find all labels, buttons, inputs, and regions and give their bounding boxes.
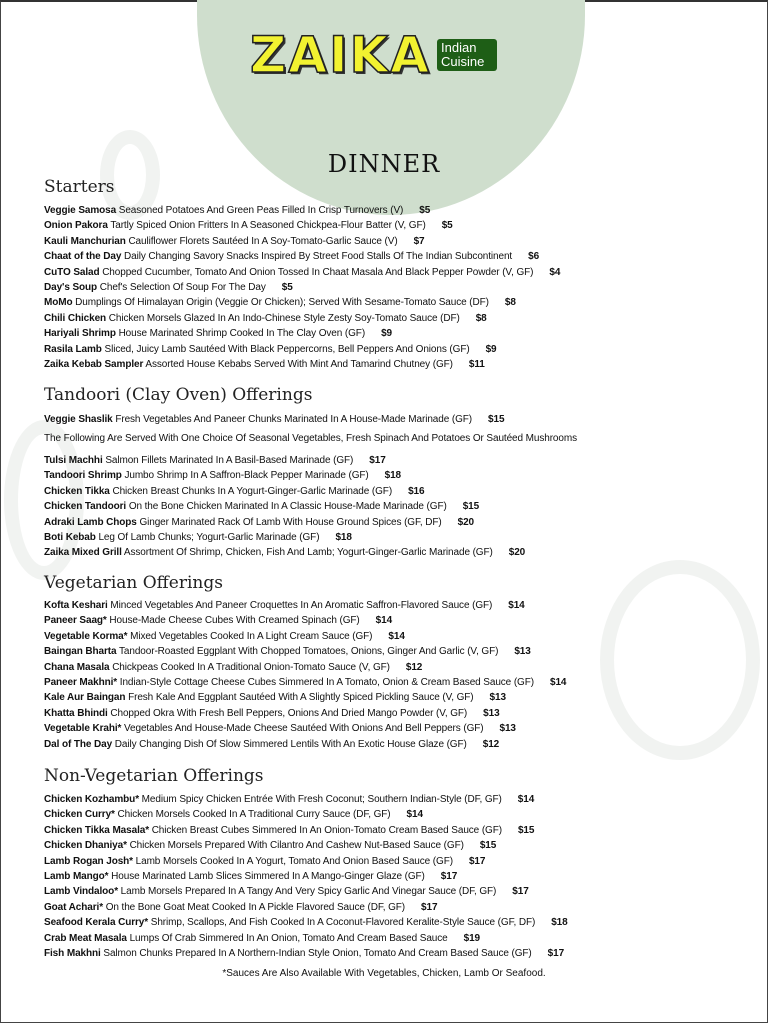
item-description: Salmon Fillets Marinated In A Basil-Based Marinade (GF): [105, 455, 354, 466]
item-name: Chaat of the Day: [44, 251, 122, 263]
item-price: $17: [440, 871, 458, 883]
menu-item: [44, 515, 744, 530]
item-price: $13: [499, 723, 516, 735]
menu-item: [44, 884, 744, 899]
menu-item: [44, 468, 744, 483]
item-price: $9: [381, 328, 392, 340]
item-description: On the Bone Chicken Marinated In A Classic House-Made Marinade (GF): [128, 501, 447, 513]
item-description: House-Made Cheese Cubes With Creamed Spinach (GF): [109, 615, 360, 627]
menu-item: [44, 265, 744, 280]
menu-item: [44, 721, 744, 736]
item-name: Rasila Lamb: [44, 343, 102, 355]
item-name: Tandoori Shrimp: [44, 470, 122, 482]
item-description: On the Bone Goat Meat Cooked In A Pickle Flavored Sauce (DF, GF): [105, 901, 406, 913]
item-price: $19: [463, 932, 480, 944]
item-price: $20: [508, 547, 526, 559]
item-price: $17: [421, 901, 438, 913]
starters-list: [44, 203, 744, 372]
item-price: $15: [479, 840, 497, 852]
menu-item: [44, 484, 744, 499]
menu-item: [44, 280, 744, 295]
item-name: Seafood Kerala Curry*: [44, 917, 149, 929]
item-price: $15: [488, 414, 505, 425]
tandoori-list-top: [44, 412, 744, 427]
menu-item: [44, 326, 744, 341]
menu-item: [44, 613, 744, 628]
menu-item: [44, 823, 744, 838]
item-name: MoMo: [44, 297, 73, 309]
section-heading-tandoori: Tandoori (Clay Oven) Offerings: [44, 385, 313, 405]
item-description: Lamb Morsels Cooked In A Yogurt, Tomato And Onion Based Sauce (GF): [135, 855, 453, 867]
item-description: Chopped Cucumber, Tomato And Onion Tossed In Chaat Masala And Black Pepper Powder (V, GF): [102, 266, 534, 278]
item-description: Salmon Chunks Prepared In A Northern-Indian Style Onion, Tomato And Cream Based Sauce (GF): [103, 948, 532, 960]
non-vegetarian-list: [44, 792, 744, 961]
menu-item: [44, 660, 744, 675]
menu-item: [44, 499, 744, 514]
menu-item: [44, 915, 744, 930]
item-name: Goat Achari*: [44, 901, 104, 913]
item-description: Medium Spicy Chicken Entrée With Fresh Coconut; Southern Indian-Style (DF, GF): [141, 794, 502, 805]
vegetarian-list: [44, 598, 744, 752]
item-name: Adraki Lamb Chops: [44, 516, 137, 528]
item-price: $12: [405, 661, 423, 673]
item-name: Baingan Bharta: [44, 646, 117, 658]
menu-item: [44, 530, 744, 545]
menu-item: [44, 629, 744, 644]
item-name: Veggie Samosa: [44, 205, 117, 216]
menu-item: [44, 234, 744, 249]
item-description: Lumps Of Crab Simmered In An Onion, Tomato And Cream Based Sauce: [129, 932, 448, 944]
item-description: Mixed Vegetables Cooked In A Light Cream Sauce (GF): [130, 630, 373, 642]
menu-item: [44, 675, 744, 690]
item-name: Boti Kebab: [44, 532, 96, 544]
item-description: Chopped Okra With Fresh Bell Peppers, Onions And Dried Mango Powder (V, GF): [110, 707, 468, 719]
item-price: $8: [475, 312, 487, 324]
menu-title: DINNER: [327, 150, 441, 178]
item-price: $11: [468, 359, 485, 371]
item-name: Day's Soup: [44, 282, 98, 294]
item-description: Fresh Kale And Eggplant Sautéed With A Slightly Spiced Pickling Sauce (V, GF): [128, 692, 474, 704]
item-price: $17: [547, 948, 565, 960]
item-name: Kale Aur Baingan: [44, 692, 126, 704]
item-price: $17: [512, 886, 529, 898]
item-name: Vegetable Krahi*: [44, 723, 122, 735]
item-description: Vegetables And House-Made Cheese Sautéed With Onions And Bell Peppers (GF): [124, 723, 484, 735]
item-name: Chicken Tikka: [44, 485, 110, 497]
item-description: Ginger Marinated Rack Of Lamb With House Ground Spices (GF, DF): [139, 516, 442, 528]
item-price: $7: [413, 235, 425, 247]
item-name: Onion Pakora: [44, 220, 108, 232]
section-heading-starters: Starters: [44, 177, 115, 197]
logo-tagline: [437, 39, 497, 71]
item-description: Chicken Breast Cubes Simmered In An Onion-Tomato Cream Based Sauce (GF): [151, 824, 502, 836]
item-price: $14: [517, 794, 535, 805]
item-name: Chicken Kozhambu*: [44, 794, 139, 805]
item-name: Vegetable Korma*: [44, 630, 128, 642]
item-price: $5: [419, 205, 431, 216]
item-name: Kauli Manchurian: [44, 235, 126, 247]
item-price: $4: [549, 266, 561, 278]
item-description: Assorted House Kebabs Served With Mint And Tamarind Chutney (GF): [145, 359, 453, 371]
item-price: $14: [549, 677, 567, 689]
item-name: Chili Chicken: [44, 312, 107, 324]
menu-item: [44, 946, 744, 961]
item-description: Chickpeas Cooked In A Traditional Onion-Tomato Sauce (V, GF): [112, 661, 390, 673]
menu-item: [44, 218, 744, 233]
menu-item: [44, 838, 744, 853]
menu-item: [44, 854, 744, 869]
item-description: Jumbo Shrimp In A Saffron-Black Pepper Marinade (GF): [124, 470, 369, 482]
item-name: Zaika Mixed Grill: [44, 547, 122, 559]
item-description: House Marinated Lamb Slices Simmered In A Mango-Ginger Glaze (GF): [111, 871, 425, 883]
item-description: Indian-Style Cottage Cheese Cubes Simmered In A Tomato, Onion & Cream Based Sauce (GF): [119, 677, 534, 689]
item-description: Daily Changing Savory Snacks Inspired By Street Food Stalls Of The Indian Subcontinent: [124, 251, 513, 263]
item-price: $18: [335, 532, 352, 544]
menu-item: [44, 807, 744, 822]
menu-item: [44, 295, 744, 310]
item-description: Seasoned Potatoes And Green Peas Filled In Crisp Turnovers (V): [118, 205, 404, 216]
item-name: Lamb Vindaloo*: [44, 886, 118, 898]
item-description: Chef's Selection Of Soup For The Day: [99, 282, 266, 294]
item-price: $14: [375, 615, 393, 627]
item-name: Chicken Curry*: [44, 809, 115, 821]
item-name: Dal of The Day: [44, 738, 113, 750]
menu-item: [44, 412, 744, 427]
item-price: $5: [281, 282, 293, 294]
item-price: $16: [408, 485, 425, 497]
item-description: Minced Vegetables And Paneer Croquettes In An Aromatic Saffron-Flavored Sauce (GF): [110, 600, 493, 611]
item-price: $13: [489, 692, 506, 704]
item-name: Veggie Shaslik: [44, 414, 113, 425]
item-name: Tulsi Machhi: [44, 455, 103, 466]
section-heading-vegetarian: Vegetarian Offerings: [44, 573, 223, 593]
item-price: $13: [514, 646, 531, 658]
item-description: Fresh Vegetables And Paneer Chunks Marinated In A House-Made Marinade (GF): [115, 414, 473, 425]
menu-item: [44, 545, 744, 560]
footnote: *Sauces Are Also Available With Vegetables, Chicken, Lamb Or Seafood.: [222, 968, 546, 979]
menu-item: [44, 931, 744, 946]
item-description: Assortment Of Shrimp, Chicken, Fish And Lamb; Yogurt-Ginger-Garlic Marinade (GF): [123, 547, 493, 559]
item-description: Cauliflower Florets Sautéed In A Soy-Tomato-Garlic Sauce (V): [128, 235, 398, 247]
item-name: Kofta Keshari: [44, 600, 108, 611]
item-price: $17: [369, 455, 386, 466]
item-price: $20: [457, 516, 474, 528]
item-price: $13: [483, 707, 500, 719]
logo: [250, 26, 497, 84]
item-description: Tartly Spiced Onion Fritters In A Seasoned Chickpea-Flour Batter (V, GF): [110, 220, 426, 232]
item-name: Chicken Tandoori: [44, 501, 127, 513]
menu-item: [44, 357, 744, 372]
item-name: Crab Meat Masala: [44, 932, 127, 944]
item-description: Dumplings Of Himalayan Origin (Veggie Or Chicken); Served With Sesame-Tomato Sauce (DF): [75, 297, 489, 309]
item-name: Lamb Mango*: [44, 871, 109, 883]
item-description: Chicken Breast Chunks In A Yogurt-Ginger-Garlic Marinade (GF): [112, 485, 393, 497]
item-description: Chicken Morsels Glazed In An Indo-Chinese Style Zesty Soy-Tomato Sauce (DF): [108, 312, 460, 324]
item-price: $18: [384, 470, 402, 482]
tandoori-list: [44, 453, 744, 561]
item-price: $15: [462, 501, 480, 513]
item-price: $5: [441, 220, 453, 232]
item-description: Chicken Morsels Cooked In A Traditional Curry Sauce (DF, GF): [117, 809, 391, 821]
logo-name: ZAIKA: [250, 26, 431, 84]
item-name: Chicken Dhaniya*: [44, 840, 127, 852]
item-price: $14: [508, 600, 525, 611]
item-description: Leg Of Lamb Chunks; Yogurt-Garlic Marinade (GF): [98, 532, 320, 544]
menu-item: [44, 249, 744, 264]
item-name: Lamb Rogan Josh*: [44, 855, 133, 867]
item-name: Paneer Saag*: [44, 615, 107, 627]
item-description: House Marinated Shrimp Cooked In The Clay Oven (GF): [118, 328, 366, 340]
item-price: $17: [468, 855, 486, 867]
item-name: Chicken Tikka Masala*: [44, 824, 149, 836]
menu-item: [44, 737, 744, 752]
menu-item: [44, 342, 744, 357]
item-price: $9: [485, 343, 497, 355]
menu-item: [44, 644, 744, 659]
item-price: $18: [551, 917, 568, 929]
item-description: Tandoor-Roasted Eggplant With Chopped Tomatoes, Onions, Ginger And Garlic (V, GF): [119, 646, 499, 658]
menu-item: [44, 203, 744, 218]
item-price: $15: [517, 824, 535, 836]
menu-item: [44, 690, 744, 705]
menu-item: [44, 900, 744, 915]
item-price: $6: [528, 251, 540, 263]
menu-item: [44, 792, 744, 807]
item-price: $14: [388, 630, 405, 642]
tandoori-note: The Following Are Served With One Choice Of Seasonal Vegetables, Fresh Spinach And Potatoes Or Sautéed Mushrooms: [44, 433, 577, 444]
item-description: Chicken Morsels Prepared With Cilantro And Cashew Nut-Based Sauce (GF): [129, 840, 464, 852]
item-description: Lamb Morsels Prepared In A Tangy And Very Spicy Garlic And Vinegar Sauce (DF, GF): [120, 886, 497, 898]
item-price: $8: [504, 297, 516, 309]
menu-item: [44, 453, 744, 468]
menu-item: [44, 311, 744, 326]
menu-item: [44, 869, 744, 884]
item-name: Paneer Makhni*: [44, 677, 118, 689]
item-description: Shrimp, Scallops, And Fish Cooked In A Coconut-Flavored Keralite-Style Sauce (GF, DF): [150, 917, 536, 929]
item-name: Khatta Bhindi: [44, 707, 108, 719]
logo-tagline-line2: Cuisine: [441, 54, 485, 69]
menu-item: [44, 598, 744, 613]
item-description: Sliced, Juicy Lamb Sautéed With Black Peppercorns, Bell Peppers And Onions (GF): [104, 343, 470, 355]
menu-item: [44, 706, 744, 721]
item-price: $14: [406, 809, 423, 821]
section-heading-non-vegetarian: Non-Vegetarian Offerings: [44, 766, 264, 786]
item-name: Fish Makhni: [44, 948, 101, 960]
item-name: Zaika Kebab Sampler: [44, 359, 144, 371]
item-description: Daily Changing Dish Of Slow Simmered Lentils With An Exotic House Glaze (GF): [114, 738, 467, 750]
item-price: $12: [482, 738, 500, 750]
item-name: CuTO Salad: [44, 266, 100, 278]
logo-tagline-line1: Indian: [441, 40, 477, 55]
item-name: Chana Masala: [44, 661, 110, 673]
item-name: Hariyali Shrimp: [44, 328, 116, 340]
